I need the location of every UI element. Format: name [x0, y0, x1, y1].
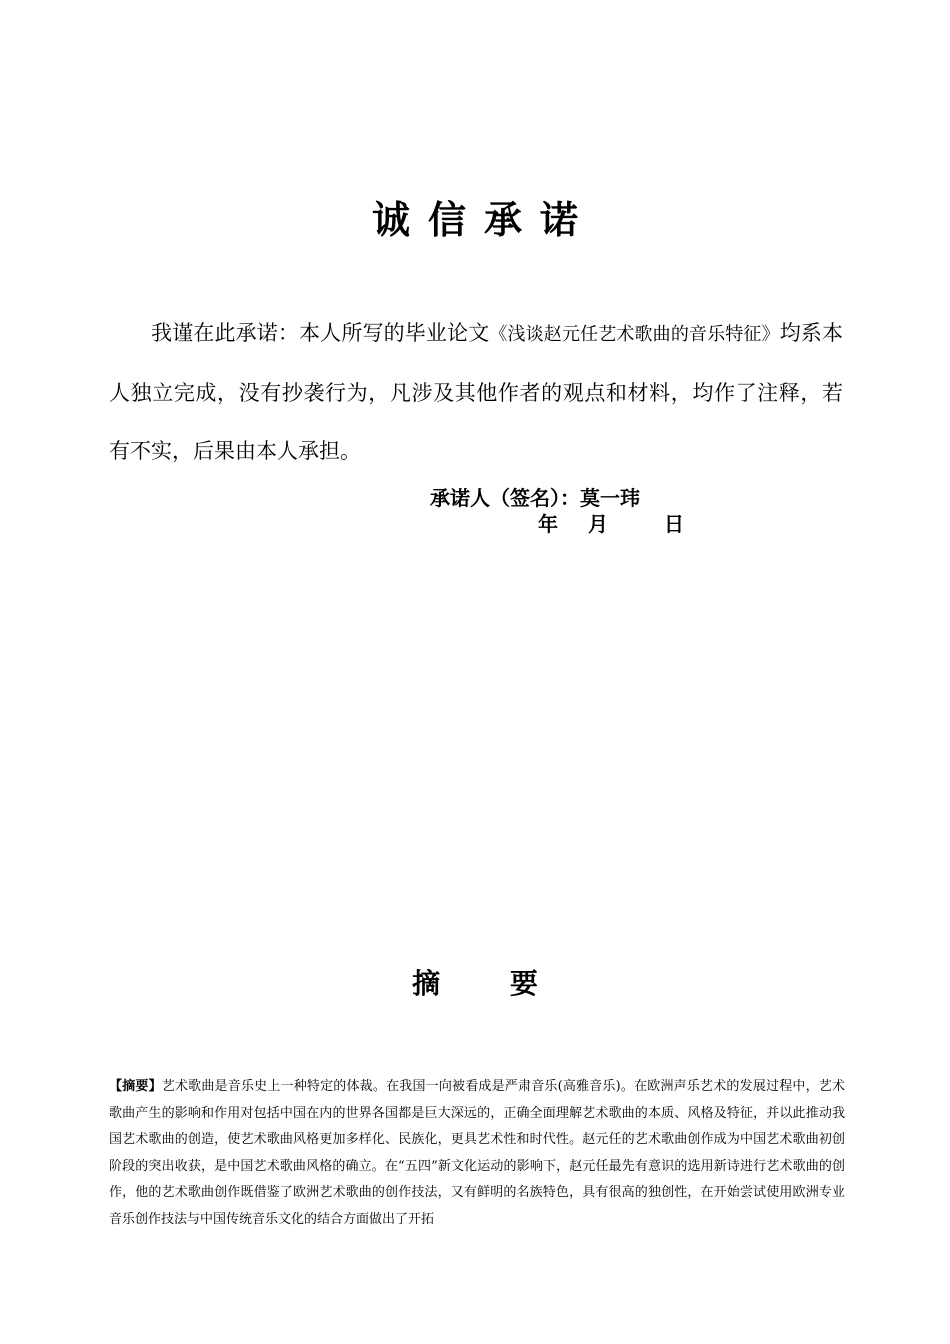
- pledge-body-prefix: 我谨在此承诺：本人所写的毕业论文: [151, 321, 490, 345]
- day-label: 日: [664, 512, 684, 536]
- pledge-body-suffix: 均系本人独立完成，没有抄袭行为，凡涉及其他作者的观点和材料，均作了注释，若有不实，后果由本人承担。: [109, 321, 844, 463]
- pledge-paragraph: [109, 304, 843, 480]
- thesis-title: 《浅谈赵元任艺术歌曲的音乐特征》: [489, 324, 780, 345]
- date-line: [538, 510, 684, 538]
- month-label: 月: [588, 512, 608, 536]
- signer-name: 莫一玮: [580, 486, 640, 510]
- signature-line: [430, 484, 640, 512]
- abstract-heading: 摘 要: [412, 967, 568, 1000]
- pledge-title: 诚信承诺: [371, 197, 596, 242]
- abstract-paragraph: [109, 1074, 845, 1234]
- signer-label: 承诺人（签名）：: [430, 486, 580, 510]
- abstract-label: 【摘要】: [109, 1079, 162, 1094]
- abstract-text: 艺术歌曲是音乐史上一种特定的体裁。在我国一向被看成是严肃音乐(高雅音乐)。在欧洲声乐艺术的发展过程中，艺术歌曲产生的影响和作用对包括中国在内的世界各国都是巨大深远的，正确全面理解艺术歌曲的本质、风格及特征，并以此推动我国艺术歌曲的创造，使艺术歌曲风格更加多样化、民族化，更具艺术性和时代性。赵元任的艺术歌曲创作成为中国艺术歌曲初创阶段的突出收获，是中国艺术歌曲风格的确立。在“五四”新文化运动的影响下，赵元任最先有意识的选用新诗进行艺术歌曲的创作，他的艺术歌曲创作既借鉴了欧洲艺术歌曲的创作技法，又有鲜明的名族特色，具有很高的独创性，在开始尝试使用欧洲专业音乐创作技法与中国传统音乐文化的结合方面做出了开拓: [109, 1079, 845, 1227]
- year-label: 年: [538, 512, 558, 536]
